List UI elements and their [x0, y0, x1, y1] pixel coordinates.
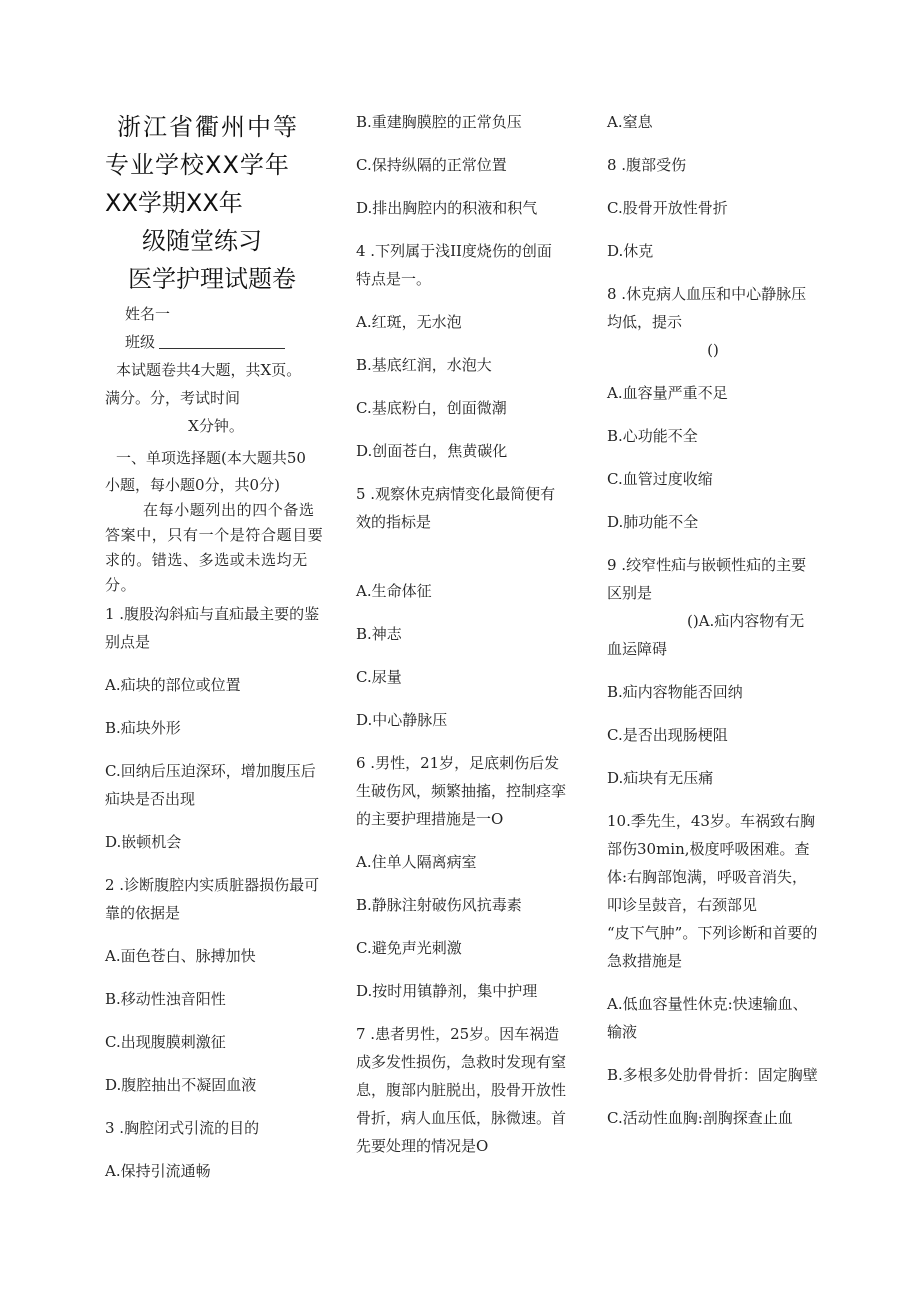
- question-5-option-b: B.神志: [356, 625, 402, 643]
- question-7-stem: 7 .患者男性，25岁。因车祸造成多发性损伤，急救时发现有窒息，腹部内脏脱出，股骨开放性骨折，病人血压低，脉微速。首先要处理的情况是O: [356, 1025, 567, 1155]
- question-1-option-b: B.疝块外形: [105, 719, 181, 737]
- title-line-1: 浙江省衢州中等: [117, 113, 299, 141]
- question-6-option-a: A.住单人隔离病室: [356, 853, 477, 871]
- question-8-paren: (): [707, 341, 719, 359]
- question-6-option-b: B.静脉注射破伤风抗毒素: [356, 896, 522, 914]
- name-field: [105, 300, 327, 328]
- question-10-option-c: C.活动性血胸:剖胸探查止血: [607, 1109, 793, 1127]
- question-10-stem-part-1: 10.季先生，43岁。车祸致右胸部伤30min,极度呼吸困难。查体:右胸部饱满，呼吸音消失，叩诊呈鼓音，右颈部见: [607, 812, 815, 914]
- section-heading-line-2: 小题，每小题0分，共0分): [105, 476, 280, 494]
- question-10-stem-part-2: “皮下气肿”。下列诊断和首要的急救措施是: [607, 924, 818, 970]
- question-3-option-d: D.排出胸腔内的积液和积气: [356, 199, 538, 217]
- question-5-option-d: D.中心静脉压: [356, 711, 448, 729]
- question-2-stem: 2 .诊断腹腔内实质脏器损伤最可靠的依据是: [105, 876, 320, 922]
- exam-info-line-3: X分钟。: [188, 417, 244, 435]
- question-1-option-c: C.回纳后压迫深环，增加腹压后疝块是否出现: [105, 762, 316, 808]
- question-5-option-c: C.尿量: [356, 668, 402, 686]
- question-10-option-a: A.低血容量性休克:快速输血、输液: [607, 995, 808, 1041]
- title-line-4: 级随堂练习: [142, 227, 262, 255]
- question-6-option-c: C.避免声光刺激: [356, 939, 462, 957]
- section-heading-line-1: 一、单项选择题(本大题共50: [116, 449, 306, 467]
- class-label: 班级: [125, 333, 156, 351]
- question-7-option-c: C.股骨开放性骨折: [607, 199, 728, 217]
- name-label: 姓名一: [125, 305, 171, 323]
- question-3-option-a: A.保持引流通畅: [105, 1162, 211, 1180]
- exam-info-line-2: 满分。分，考试时间: [105, 389, 241, 407]
- question-9-option-d: D.疝块有无压痛: [607, 769, 714, 787]
- title-line-5: 医学护理试题卷: [128, 265, 296, 293]
- column-2: [356, 108, 566, 1175]
- question-4-option-a: A.红斑，无水泡: [356, 313, 462, 331]
- question-8-stem: 8 .休克病人血压和中心静脉压均低，提示: [607, 285, 807, 331]
- question-7-option-d: D.休克: [607, 242, 654, 260]
- question-9-option-b: B.疝内容物能否回纳: [607, 683, 743, 701]
- question-2-option-b: B.移动性浊音阳性: [105, 990, 226, 1008]
- question-3-stem: 3 .胸腔闭式引流的目的: [105, 1119, 260, 1137]
- question-4-option-c: C.基底粉白，创面微潮: [356, 399, 507, 417]
- column-1: [105, 108, 327, 1200]
- column-3: [607, 108, 819, 1147]
- title-line-2: 专业学校XX学年: [105, 151, 290, 179]
- question-9-option-a: ()A.疝内容物有无血运障碍: [607, 612, 805, 658]
- question-8-option-c: C.血管过度收缩: [607, 470, 713, 488]
- question-6-option-d: D.按时用镇静剂，集中护理: [356, 982, 538, 1000]
- question-1-option-d: D.嵌顿机会: [105, 833, 182, 851]
- question-6-stem: 6 .男性，21岁，足底刺伤后发生破伤风，频繁抽搐，控制痉挛的主要护理措施是一O: [356, 754, 567, 828]
- question-9-option-c: C.是否出现肠梗阻: [607, 726, 728, 744]
- question-2-option-d: D.腹腔抽出不凝固血液: [105, 1076, 257, 1094]
- question-2-option-a: A.面色苍白、脉搏加快: [105, 947, 256, 965]
- question-8-option-a: A.血容量严重不足: [607, 384, 728, 402]
- section-instructions: 在每小题列出的四个备选答案中，只有一个是符合题目要求的。错选、多选或未选均无分。: [105, 501, 324, 594]
- question-4-option-b: B.基底红润，水泡大: [356, 356, 492, 374]
- question-3-option-b: B.重建胸膜腔的正常负压: [356, 113, 522, 131]
- question-8-option-d: D.肺功能不全: [607, 513, 699, 531]
- question-4-option-d: D.创面苍白，焦黄碳化: [356, 442, 508, 460]
- question-1-option-a: A.疝块的部位或位置: [105, 676, 241, 694]
- question-3-option-c: C.保持纵隔的正常位置: [356, 156, 507, 174]
- question-10-option-b: B.多根多处肋骨骨折：固定胸壁: [607, 1066, 818, 1084]
- question-7-option-a: A.窒息: [607, 113, 653, 131]
- question-2-option-c: C.出现腹膜刺激征: [105, 1033, 226, 1051]
- answer-space: [356, 551, 566, 577]
- question-8-option-b: B.心功能不全: [607, 427, 698, 445]
- class-blank: [159, 332, 285, 349]
- question-5-stem: 5 .观察休克病情变化最简便有效的指标是: [356, 485, 556, 531]
- question-4-stem: 4 .下列属于浅II度烧伤的创面特点是一。: [356, 242, 552, 288]
- title-line-3: XX学期XX年: [105, 189, 243, 217]
- question-9-stem: 9 .绞窄性疝与嵌顿性疝的主要区别是: [607, 556, 807, 602]
- question-5-option-a: A.生命体征: [356, 582, 432, 600]
- question-1-stem: 1 .腹股沟斜疝与直疝最主要的鉴别点是: [105, 605, 320, 651]
- exam-info-line-1: 本试题卷共4大题，共X页。: [116, 361, 302, 379]
- question-7-option-b: 8 .腹部受伤: [607, 156, 687, 174]
- class-field: [105, 328, 327, 356]
